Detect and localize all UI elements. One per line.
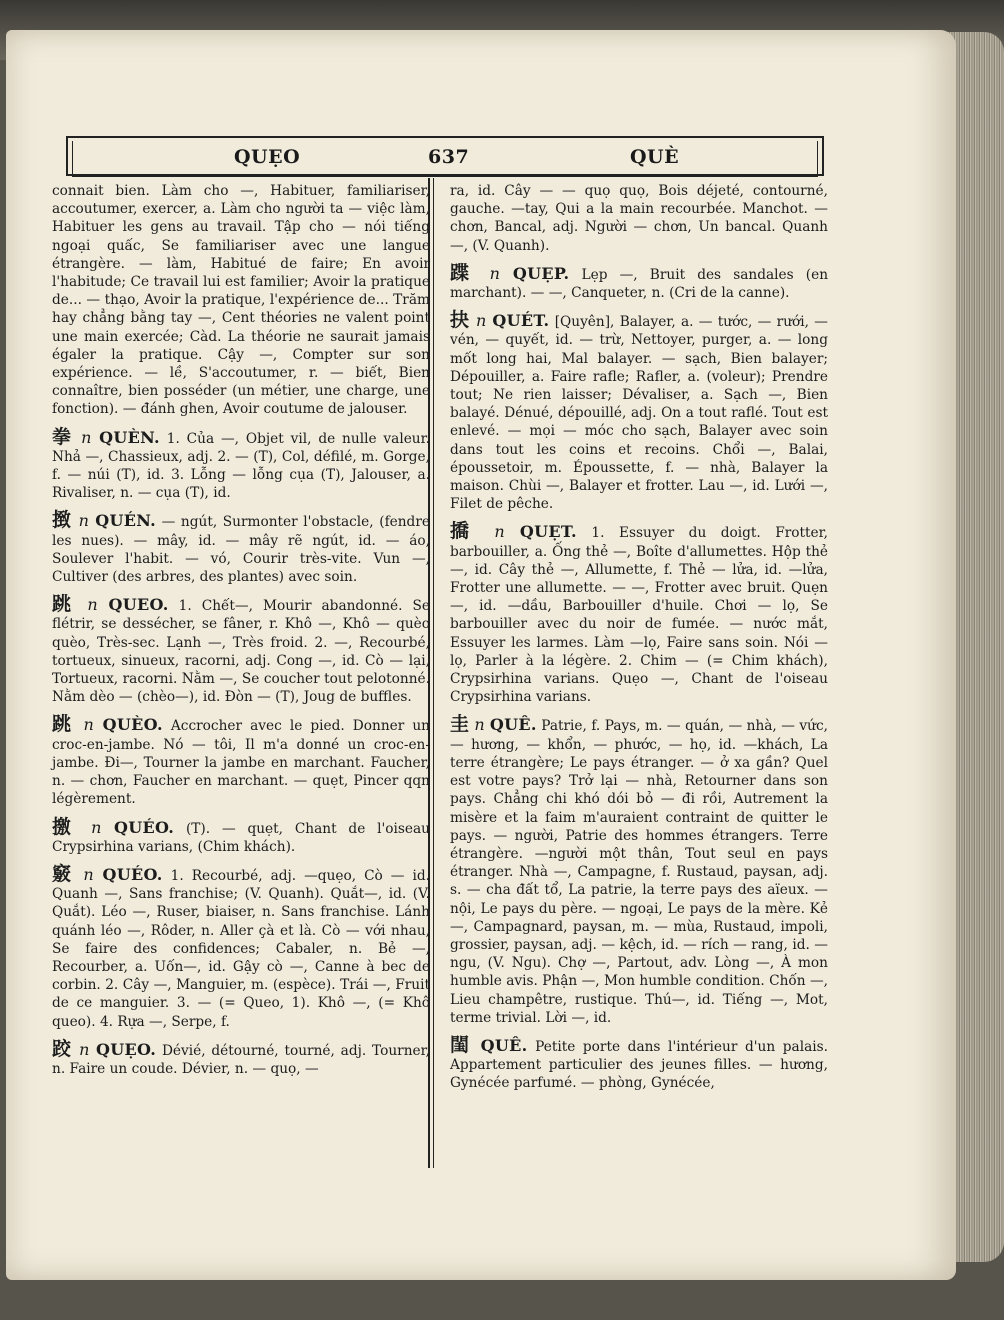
definition-text: 1. Essuyer du doigt. Frotter, barbouiller, a. Ống thẻ —, Boîte d'allumettes. Hộp thẻ —, id. Cây thẻ —, Allumette, f. Thẻ — lửa, id. —lửa, Frotter une allumette. — —, Frotter avec bruit. Quẹn —, id. —dầu, Barbouiller d'huile. Chơi — lọ, Se barbouiller avec du noir de fumée. — nước mắt, Essuyer les larmes. Làm —lọ, Faire sans soin. Nói — lọ, Parler à la légère. 2. Chim — (= Chim khách), Crypsirhina varians. Quẹo —, Chant de l'oiseau Crypsirhina varians. [450,525,828,706]
chinese-character: 拳 [52,425,74,448]
dictionary-entry [52,595,430,706]
headword-text: QUÉO. [102,864,163,884]
dictionary-entry [52,425,430,503]
chinese-character: 圭 [450,713,470,736]
definition-text: connait bien. Làm cho —, Habituer, familiariser, accoutumer, exercer, a. Làm cho người ta — việc làm, Habituer les gens au travail. Tập cho — nói tiếng ngoại quấc, Se familiariser avec une langue étrangère. — làm, Habitué de faire; En avoir l'habitude; Ce travail lui est familier; Avoir la pratique de... — thạo, Avoir la pratique, l'expérience de... Trăm hay chẳng bằng tay —, Cent théories ne valent point une main exercée; Càd. La théorie ne saurait jamais égaler la pratique. Cậy —, Compter sur son expérience. — lề, S'accoutumer, r. — biết, Bien connaître, bien posséder (un métier, une charge, une fonction). — đánh ghen, Avoir coutume de jalouser. [52,183,430,418]
dictionary-entry [450,311,828,513]
headword-text: QUÈO. [102,715,163,735]
definition-text: Patrie, f. Pays, m. — quán, — nhà, — vức, — hương, — khổn, — phước, — họ, id. —khách, La terre étrangère; Le pays étranger. — ở xa gần? Quel est votre pays? Trở lại — nhà, Retourner dans son pays. Chẳng chi khó dói bỏ — đi rồi, Autrement la misère et la faim m'auraient contraint de quitter le pays. — người, Patrie des hommes étrangers. Terre étrangère. —người một thân, Tout seul en pays étranger. Nhà —, Campagne, f. Rustaud, paysan, adj. s. — cha đất tổ, La patrie, la terre pays des aïeux. — nội, Le pays du père. — ngoại, Le pays de la mère. Kẻ —, Campagnard, paysan, m. — mùa, Rustaud, impoli, grossier, paysan, adj. — kệch, id. — rích — rang, id. — ngu, (V. Ngu). Chợ —, Partout, adv. Lòng —, À mon humble avis. Phận —, Mon humble condition. Chốn —, Lieu champêtre, rustique. Thú—, id. Tiếng —, Mot, terme trivial. Lời —, id. [450,718,828,1026]
entry-continuation [450,182,828,255]
part-of-speech: n [78,511,89,531]
headword-text: QUÉO. [113,817,175,837]
headword [52,715,163,734]
right-column [450,182,828,1102]
chinese-character: 跳 [52,713,75,736]
headword-text: QUÉT. [492,311,550,331]
part-of-speech: n [83,715,94,735]
chinese-character: 跳 [52,593,77,616]
headword [450,311,549,330]
dictionary-entry [450,522,828,706]
chinese-character: 撽 [52,815,79,838]
definition-text: — ngút, Surmonter l'obstacle, (fendre les nues). — mây, id. — mây rẽ ngút, id. — áo, Soulever l'habit. — vó, Courir très-vite. Vun —, Cultiver (des arbres, des plantes) avec soin. [52,514,430,586]
headword [450,522,577,541]
headword-text: QUẸT. [519,522,577,542]
definition-text: Dévié, détourné, tourné, adj. Tourner, n. Faire un coude. Dévier, n. — quọ, — [52,1042,430,1077]
chinese-character: 竅 [52,862,75,885]
dictionary-entry [52,862,430,1031]
dictionary-entry [52,1037,430,1078]
part-of-speech: n [87,595,98,615]
definition-text: 1. Của —, Objet vil, de nulle valeur. Nhả —, Chassieux, adj. 2. — (T), Col, défilé, m. Gorge, f. — núi (T), id. 3. Lỗng — lỗng cụa (T), Jalouser, a. Rivaliser, n. — cụa (T), id. [52,430,430,502]
headword-text: QUÊ. [489,715,537,735]
definition-text: ra, id. Cây — — quọ quọ, Bois déjeté, contourné, gauche. —tay, Qui a la main recourbée. Manchot. — chơn, Bancal, adj. Người — chơn, Un bancal. Quanh—, (V. Quanh). [450,183,828,254]
part-of-speech: n [489,263,500,283]
headword-text: QUÈN. [99,427,160,447]
headword-text: QUẸP. [512,263,570,283]
headword [450,715,537,734]
entry-continuation [52,182,430,419]
headword [450,261,570,284]
chinese-character: 跤 [52,1037,73,1060]
dictionary-entry [450,1033,828,1093]
definition-text: 1. Recourbé, adj. —quẹo, Cò — id. Quanh —, Sans franchise; (V. Quanh). Quắt—, id. (V. Quắt). Léo —, Ruser, biaiser, n. Sans franchise. Lánh quánh léo —, Rôder, n. Aller çà et là. Cò — với nhau, Se faire des confidences; Cabaler, n. Bẻ —, Recourber, a. Uốn—, id. Gậy cò —, Canne à bec de corbin. 2. Cây —, Manguier, m. (espèce). Trái —, Fruit de ce manguier. 3. — (= Queo, 1). Khô —, (= Khô queo). 4. Rựa —, Serpe, f. [52,867,430,1030]
definition-text: Accrocher avec le pied. Donner un croc-en-jambe. Nó — tôi, Il m'a donné un croc-en-jambe. Đi—, Tourner la jambe en marchant. Faucher, n. — chơn, Faucher en marchant. — quẹt, Pincer qqn légèrement. [52,718,430,808]
part-of-speech: n [494,522,505,542]
headword-text: QUEO. [108,595,169,615]
header-left-word: QUẸO [234,146,301,168]
definition-text: (T). — quẹt, Chant de l'oiseau Crypsirhina varians, (Chim khách). [52,820,430,855]
headword-text: QUẸO. [95,1039,157,1059]
part-of-speech: n [83,864,94,884]
chinese-character: 撟 [450,520,480,543]
headword [52,595,169,614]
headword-text: QUÊ. [480,1035,528,1055]
chinese-character: 蹀 [450,261,477,284]
page-number: 637 [428,146,470,168]
headword [52,425,160,448]
part-of-speech: n [91,817,102,837]
running-header [66,136,824,176]
headword-text: QUÉN. [95,511,157,531]
definition-text: 1. Chết—, Mourir abandonné. Se flétrir, se dessécher, se fâner, r. Khô —, Khô — quèo quèo, Très-sec. Lạnh —, Très froid. 2. —, Recourbé, tortueux, sinueux, racorni, adj. Cong —, id. Cò — lại, Tortueux, racorni. Nằm —, Se coucher tout pelotonné. Nằm dèo — (chèo—), id. Đòn — (T), Joug de buffles. [52,598,430,706]
part-of-speech: n [81,427,92,447]
dictionary-entry [450,261,829,302]
part-of-speech: n [79,1039,90,1059]
chinese-character: 抉 [450,309,470,332]
headword [52,815,175,838]
definition-text: [Quyên], Balayer, a. — tước, — rưới, — vén, — quyết, id. — trừ, Nettoyer, purger, a. — long mốt long hai, Mal balayer. — sạch, Bien balayer; Dépouiller, a. Faire rafle; Rafler, a. (voleur); Prendre tout; Ne rien laisser; Dévaliser, a. Sạch —, Bien balayé. Dénué, dépouillé, adj. On a tout raflé. Tout est enlevé. — mọi — móc cho sạch, Balayer avec soin dans tout les coins et recoins. Chổi —, Balai, époussetoir, m. Époussette, f. — nhà, Balayer la maison. Chùi —, Balayer et frotter. Lau —, id. Lưới —, Filet de pêche. [450,314,828,513]
header-right-word: QUÈ [630,146,680,168]
dictionary-entry [52,511,430,586]
headword [52,511,156,530]
part-of-speech: n [474,715,485,735]
chinese-character: 閨 [450,1033,473,1056]
definition-text: Petite porte dans l'intérieur d'un palais. Appartement particulier des jeunes filles. — hương, Gynécée parfumé. — phòng, Gynécée, [450,1038,828,1092]
definition-text: Lẹp —, Bruit des sandales (en marchant). — —, Canqueter, n. (Cri de la canne). [450,266,829,302]
headword [450,1033,528,1056]
chinese-character: 㨖 [52,509,73,532]
part-of-speech: n [476,311,487,331]
dictionary-entry [52,715,430,808]
dictionary-entry [450,715,828,1026]
headword [52,1037,157,1060]
left-column [52,182,430,1087]
dictionary-entry [52,815,430,856]
headword [52,862,163,885]
